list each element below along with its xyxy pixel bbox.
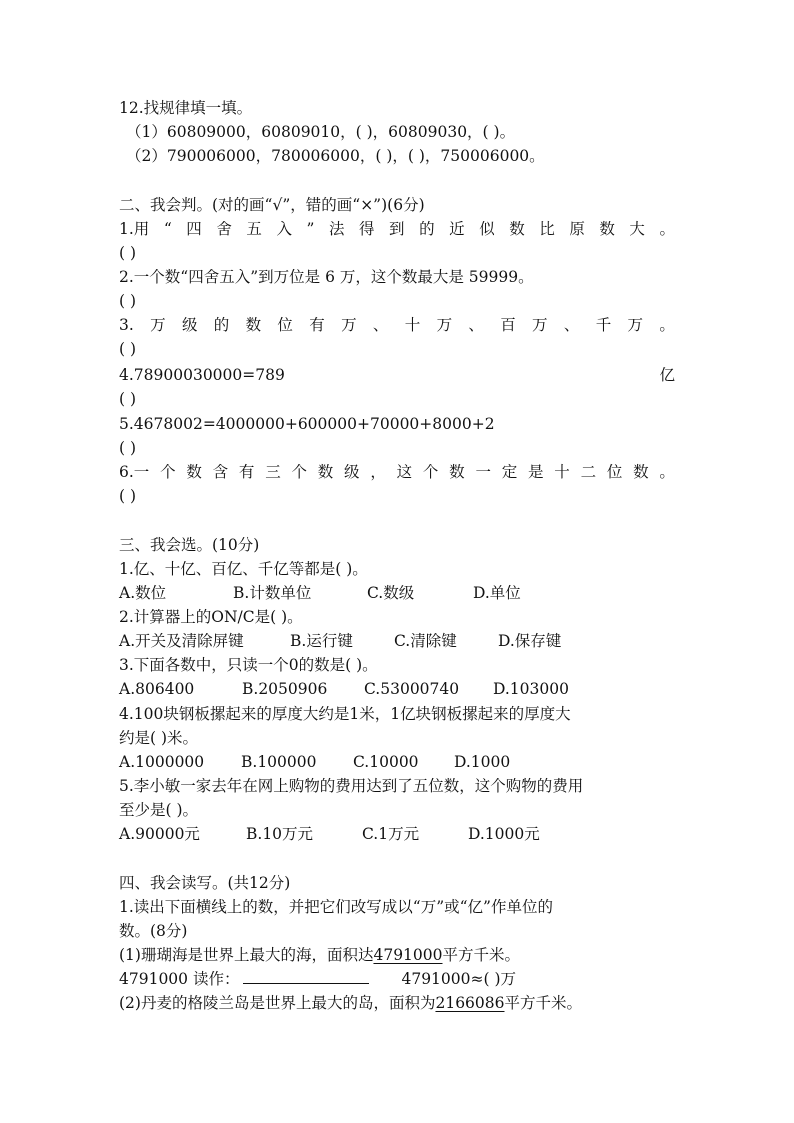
option-b: B.2050906 — [242, 680, 328, 698]
section-2-heading: 二、我会判。(对的画“√”，错的画“×”)(6分) — [119, 196, 425, 214]
option-d: D.单位 — [473, 584, 521, 602]
choice-q5-line-1: 5.李小敏一家去年在网上购物的费用达到了五位数，这个购物的费用 — [119, 777, 584, 795]
option-c: C.清除键 — [394, 632, 457, 650]
section-3-heading: 三、我会选。(10分) — [119, 536, 260, 554]
option-d: D.保存键 — [498, 632, 562, 650]
option-c: C.10000 — [353, 753, 419, 771]
choice-q4-options — [119, 751, 675, 773]
option-c: C.53000740 — [364, 680, 460, 698]
answer-paren: ( ) — [119, 390, 137, 408]
option-a: A.开关及清除屏键 — [119, 632, 244, 650]
underlined-number: 2166086 — [435, 994, 505, 1012]
judge-item-3: 3. 万 级 的 数 位 有 万 、 十 万 、 百 万 、 千 万 。 — [119, 316, 675, 334]
option-a: A.90000元 — [119, 825, 200, 843]
choice-q5-line-2: 至少是( )。 — [119, 801, 199, 819]
answer-paren: ( ) — [119, 292, 137, 310]
option-a: A.806400 — [119, 680, 195, 698]
option-c: C.1万元 — [362, 825, 420, 843]
option-c: C.数级 — [367, 584, 415, 602]
choice-q3-options — [119, 678, 675, 700]
judge-item-1: 1.用 “ 四 舍 五 入 ” 法 得 到 的 近 似 数 比 原 数 大 。 — [119, 220, 675, 238]
option-b: B.100000 — [241, 753, 317, 771]
section-4-heading: 四、我会读写。(共12分) — [119, 874, 291, 892]
rw-q1-line-2: 数。(8分) — [119, 922, 188, 940]
q12-line-1: （1）60809000，60809010，( )，60809030，( )。 — [126, 123, 516, 141]
read-blank[interactable] — [243, 969, 369, 984]
judge-item-5: 5.4678002=4000000+600000+70000+8000+2 — [119, 415, 495, 433]
rw-q1-line-1: 1.读出下面横线上的数，并把它们改写成以“万”或“亿”作单位的 — [119, 898, 553, 916]
choice-q3: 3.下面各数中，只读一个0的数是( )。 — [119, 656, 378, 674]
answer-paren: ( ) — [119, 439, 137, 457]
option-a: A.1000000 — [119, 753, 205, 771]
answer-paren: ( ) — [119, 244, 137, 262]
choice-q4-line-2: 约是( )米。 — [119, 729, 199, 747]
option-b: B.10万元 — [246, 825, 314, 843]
option-a: A.数位 — [119, 584, 167, 602]
rw-answer-line — [119, 968, 675, 990]
choice-q2: 2.计算器上的ON/C是( )。 — [119, 608, 303, 626]
judge-item-2: 2.一个数“四舍五入”到万位是 6 万，这个数最大是 59999。 — [119, 268, 534, 286]
answer-paren: ( ) — [119, 340, 137, 358]
judge-item-4: 4.78900030000=789 亿 — [119, 366, 675, 384]
q12-title: 12.找规律填一填。 — [119, 99, 253, 117]
choice-q5-options — [119, 823, 675, 845]
option-d: D.1000 — [454, 753, 511, 771]
rw-part-2: (2)丹麦的格陵兰岛是世界上最大的岛，面积为2166086平方千米。 — [119, 994, 583, 1012]
option-d: D.103000 — [493, 680, 569, 698]
rw-part-1: (1)珊瑚海是世界上最大的海，面积达4791000平方千米。 — [119, 946, 521, 964]
judge-item-6: 6.一 个 数 含 有 三 个 数 级 ， 这 个 数 一 定 是 十 二 位 数 。 — [119, 463, 675, 481]
choice-q2-options — [119, 630, 675, 652]
option-d: D.1000元 — [468, 825, 540, 843]
q12-line-2: （2）790006000，780006000，( )，( )，750006000。 — [126, 147, 545, 165]
choice-q1: 1.亿、十亿、百亿、千亿等都是( )。 — [119, 560, 368, 578]
option-b: B.运行键 — [290, 632, 353, 650]
underlined-number: 4791000 — [373, 946, 443, 964]
choice-q1-options — [119, 582, 675, 604]
answer-paren: ( ) — [119, 487, 137, 505]
read-label: 4791000 读作： — [119, 970, 240, 988]
option-b: B.计数单位 — [233, 584, 312, 602]
choice-q4-line-1: 4.100块钢板摞起来的厚度大约是1米，1亿块钢板摞起来的厚度大 — [119, 705, 571, 723]
approx-text: 4791000≈( )万 — [401, 970, 517, 988]
